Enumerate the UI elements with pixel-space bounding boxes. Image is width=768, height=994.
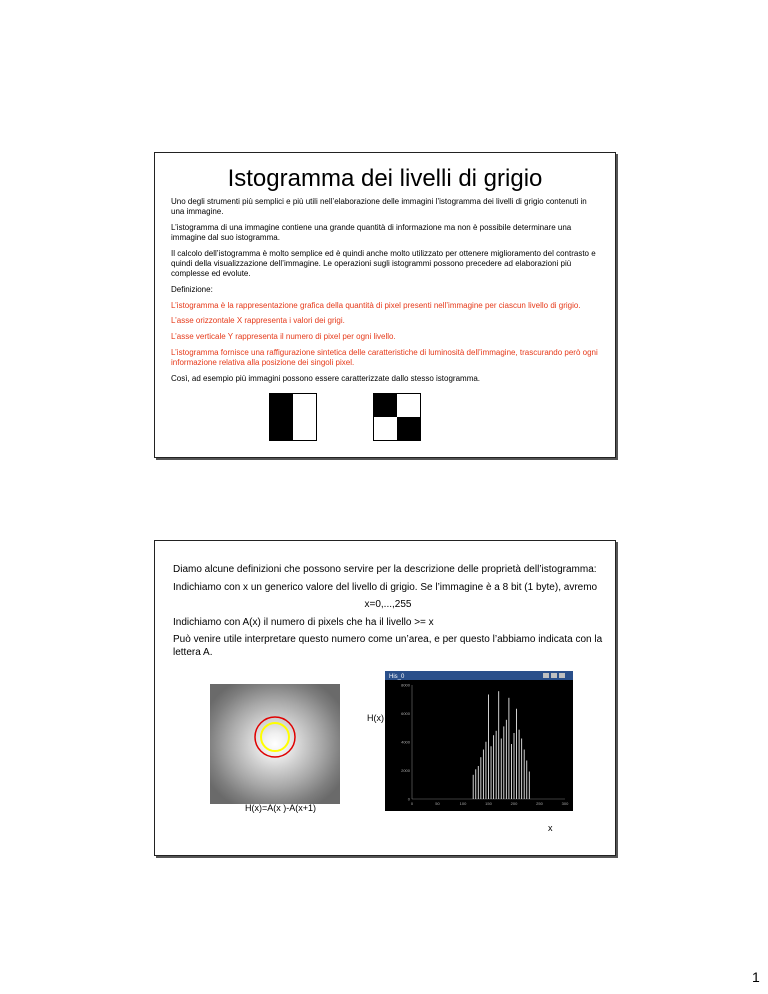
paragraph: Indichiamo con x un generico valore del livello di grigio. Se l’immagine è a 8 bit (1 byte), avremo — [173, 581, 598, 593]
histogram-window — [385, 671, 573, 811]
radial-gradient-image — [210, 684, 340, 804]
paragraph: L’istogramma di una immagine contiene una grande quantità di informazione ma non è possibile determinare una immagine dal suo istogramma. — [171, 222, 572, 243]
minimize-button[interactable] — [543, 673, 549, 678]
paragraph: Può venire utile interpretare questo numero come un’area, e per questo l’abbiamo indicata con la lettera A. — [173, 634, 603, 658]
slide-1 — [154, 152, 616, 458]
close-button[interactable] — [559, 673, 565, 678]
white-cell — [374, 417, 397, 440]
black-cell — [374, 394, 397, 417]
x-tick-label: 150 — [485, 801, 492, 806]
paragraph: Definizione: — [171, 284, 213, 294]
x-tick-label: 50 — [435, 801, 440, 806]
white-half — [293, 394, 316, 440]
paragraph: Diamo alcune definizioni che possono servire per la descrizione delle proprietà dell’istogramma: — [173, 564, 597, 575]
x-tick-label: 0 — [410, 801, 414, 806]
slide-2 — [154, 540, 616, 856]
formula: x=0,...,255 — [364, 599, 412, 610]
x-tick-label: 100 — [459, 801, 467, 806]
black-cell — [397, 417, 420, 440]
black-half — [270, 394, 293, 440]
y-tick-label: 8000 — [401, 682, 410, 688]
x-label: x — [548, 823, 553, 833]
x-tick-label: 300 — [561, 801, 569, 806]
definition-text: L’istogramma è la rappresentazione grafica della quantità di pixel presenti nell’immagine per ciascun livello di grigio. — [171, 300, 581, 310]
paragraph: Uno degli strumenti più semplici e più utili nell’elaborazione delle immagini l’istogramma dei livelli di grigio contenuti in una immagine. — [171, 197, 587, 217]
slide-1-body — [171, 197, 601, 389]
paragraph: Così, ad esempio più immagini possono essere caratterizzate dallo stesso istogramma. — [171, 373, 481, 383]
x-tick-label: 250 — [536, 801, 543, 806]
hx-label: H(x) — [367, 713, 384, 723]
paragraph: Il calcolo dell’istogramma è molto semplice ed è quindi anche molto utilizzato per ottenere miglioramento del contrasto e quindi della visualizzazione dell’immagine. Le operazioni sugli istogrammi possono precedere ad elaborazioni più complesse ed evolute. — [171, 248, 596, 279]
definition-text: L’asse verticale Y rappresenta il numero di pixel per ogni livello. — [171, 332, 396, 342]
half-black-image — [269, 393, 317, 441]
y-tick-label: 4000 — [401, 739, 410, 745]
window-title: His_0 — [389, 674, 405, 680]
y-tick-label: 2000 — [401, 768, 410, 773]
y-tick-label: 0 — [407, 796, 410, 802]
definition-text: L’istogramma fornisce una raffigurazione sintetica delle caratteristiche di luminosità dell’immagine, trascurando però ogni informazione relativa alla posizione dei singoli pixel. — [171, 347, 598, 367]
paragraph: Indichiamo con A(x) il numero di pixels che ha il livello >= x — [173, 616, 434, 628]
maximize-button[interactable] — [551, 673, 557, 678]
slide-2-body — [173, 564, 603, 664]
formula-h: H(x)=A(x )-A(x+1) — [245, 803, 317, 813]
checker-image — [373, 393, 421, 441]
white-cell — [397, 394, 420, 417]
y-tick-label: 6000 — [401, 711, 410, 716]
definition-text: L’asse orizzontale X rappresenta i valori dei grigi. — [171, 316, 345, 326]
x-tick-label: 200 — [510, 801, 518, 806]
page-number: 1 — [752, 969, 760, 985]
slide-title: Istogramma dei livelli di grigio — [227, 165, 543, 192]
